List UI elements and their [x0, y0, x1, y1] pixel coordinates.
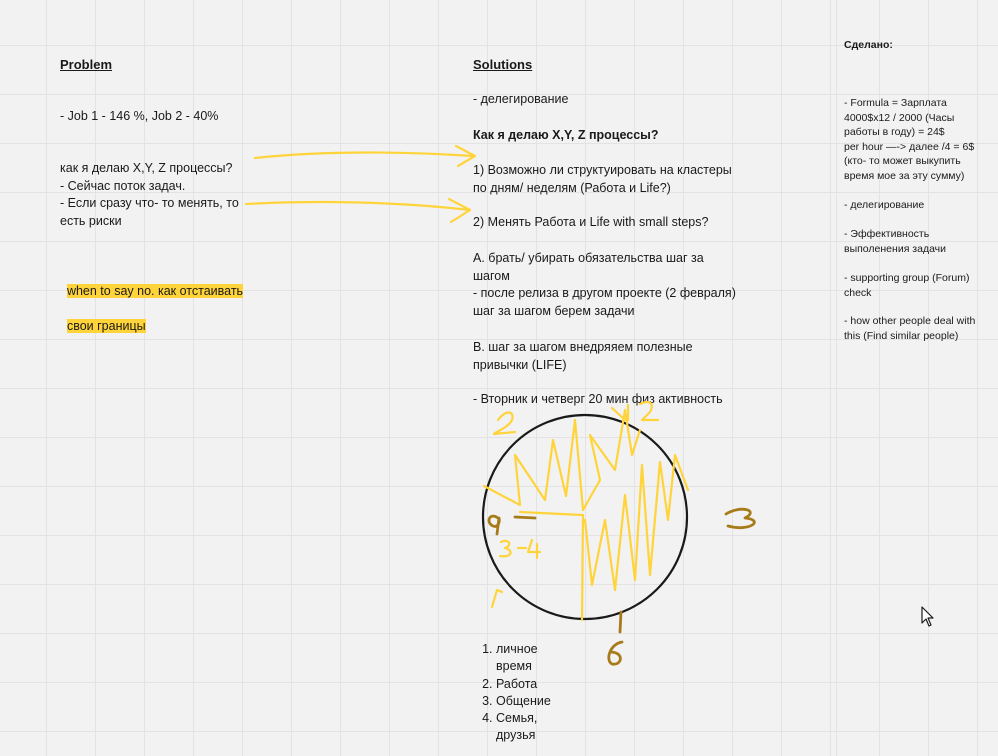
done-efficiency[interactable]: - Эффективность выполенения задачи [844, 228, 947, 255]
cursor-icon [921, 606, 935, 628]
solutions-question[interactable]: Как я делаю X,Y, Z процессы? [473, 128, 659, 142]
solutions-point-b[interactable]: B. шаг за шагом внедряяем полезные привычки (LIFE) [473, 340, 693, 372]
highlight-line-1: when to say no. как отстаивать [66, 283, 244, 298]
solutions-heading[interactable]: Solutions [473, 57, 533, 72]
list-item: 4. Семья, друзья [496, 710, 566, 745]
done-formula[interactable]: - Formula = Зарплата 4000$x12 / 2000 (Часы работы в году) = 24$ per hour —-> далее /4 = 6$ (кто- то может выкупить время мое за эту сумму) [844, 97, 975, 182]
problem-job-load[interactable]: - Job 1 - 146 %, Job 2 - 40% [60, 109, 219, 123]
done-support[interactable]: - supporting group (Forum) check [844, 272, 970, 299]
solutions-delegation[interactable]: - делегирование [473, 92, 569, 106]
arrow-to-point-1[interactable] [255, 146, 475, 166]
list-item: 2. Работа [496, 676, 566, 693]
solutions-activity[interactable]: - Вторник и четверг 20 мин физ активность [473, 392, 723, 406]
problem-process-note[interactable]: как я делаю X,Y, Z процессы? - Сейчас поток задач. - Если сразу что- то менять, то есть риски [60, 161, 239, 228]
solutions-point-2[interactable]: 2) Менять Работа и Life with small steps? [473, 215, 709, 229]
done-title[interactable]: Сделано: [844, 39, 893, 51]
list-item: 1. личное время [496, 641, 566, 676]
highlight-line-2: свои границы [66, 318, 146, 333]
arrow-to-point-2[interactable] [246, 199, 470, 222]
problem-heading[interactable]: Problem [60, 57, 113, 72]
done-delegation[interactable]: - делегирование [844, 199, 925, 211]
solutions-point-1[interactable]: 1) Возможно ли структуировать на кластеры по дням/ неделям (Работа и Life?) [473, 163, 732, 195]
solutions-point-a[interactable]: A. брать/ убирать обязательства шаг за шагом - после релиза в другом проекте (2 февраля) шаг за шагом берем задачи [473, 251, 736, 318]
list-item: 3. Общение [496, 693, 566, 710]
done-others[interactable]: - how other people deal with this (Find similar people) [844, 315, 976, 342]
